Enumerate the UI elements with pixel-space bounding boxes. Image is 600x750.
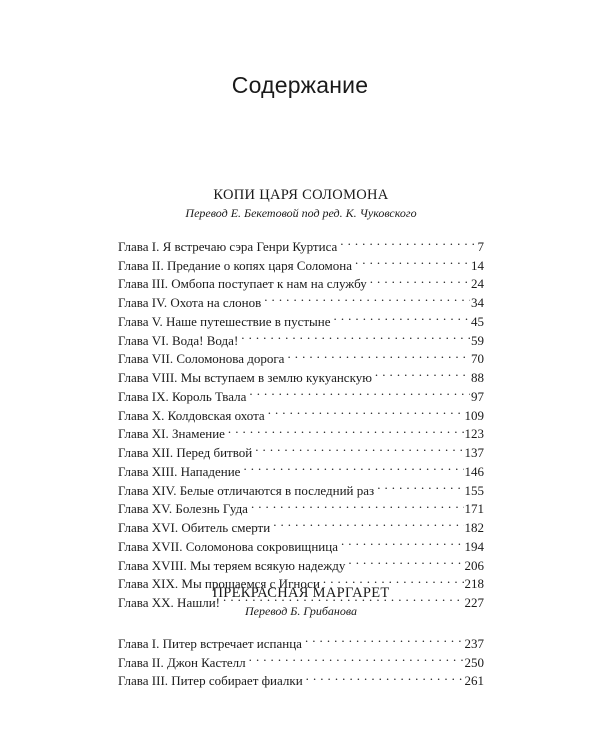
- chapter-title: Глава XVIII. Мы теряем всякую надежду: [118, 557, 346, 573]
- chapter-title: Глава XV. Болезнь Гуда: [118, 501, 248, 517]
- toc-entry: [118, 629, 484, 651]
- page-number: 250: [464, 654, 484, 670]
- page-number: 97: [471, 388, 484, 404]
- page-number: 14: [471, 257, 484, 273]
- chapter-title: Глава VII. Соломонова дорога: [118, 351, 285, 367]
- dot-leader: [253, 438, 463, 457]
- page-number: 109: [464, 407, 484, 423]
- section-title: ПРЕКРАСНАЯ МАРГАРЕТ: [212, 585, 390, 601]
- page-number: 171: [464, 501, 484, 517]
- page-number: 194: [464, 538, 484, 554]
- toc-list: [118, 232, 484, 610]
- section-translator: Перевод Е. Бекетовой под ред. К. Чуковского: [185, 206, 417, 220]
- dot-leader: [241, 457, 463, 476]
- dot-leader: [338, 232, 476, 251]
- dot-leader: [247, 382, 470, 401]
- dot-leader: [375, 476, 463, 495]
- dot-leader: [304, 667, 464, 686]
- page-number: 34: [471, 295, 484, 310]
- page-number: 155: [464, 482, 484, 498]
- section-translator: Перевод Б. Грибанова: [245, 604, 357, 618]
- dot-leader: [332, 307, 470, 326]
- chapter-title: Глава XX. Нашли!: [118, 595, 221, 610]
- chapter-title: Глава XIX. Мы прощаемся с Игноси: [118, 576, 320, 592]
- dot-leader: [353, 251, 470, 270]
- dot-leader: [262, 288, 470, 307]
- page-title: Содержание: [231, 72, 369, 98]
- page-number: 70: [471, 351, 484, 367]
- chapter-title: Глава II. Джон Кастелл: [118, 654, 246, 670]
- toc-section-king-solomons-mines: [118, 186, 484, 610]
- dot-leader: [373, 363, 470, 382]
- page-number: 24: [471, 276, 484, 292]
- chapter-title: Глава III. Омбопа поступает к нам на службу: [118, 276, 367, 292]
- chapter-title: Глава IV. Охота на слонов: [118, 295, 262, 310]
- chapter-title: Глава XVI. Обитель смерти: [118, 520, 271, 535]
- page-number: 45: [471, 313, 484, 329]
- dot-leader: [266, 401, 464, 420]
- dot-leader: [368, 270, 470, 289]
- chapter-title: Глава VIII. Мы вступаем в землю кукуанскую: [118, 370, 372, 385]
- toc-list: [118, 629, 484, 689]
- page-number: 146: [464, 463, 484, 479]
- section-title: КОПИ ЦАРЯ СОЛОМОНА: [213, 187, 389, 203]
- dot-leader: [249, 495, 464, 514]
- page-number: 59: [471, 332, 484, 348]
- page-number: 182: [464, 520, 484, 535]
- chapter-title: Глава VI. Вода! Вода!: [118, 332, 239, 348]
- chapter-title: Глава V. Наше путешествие в пустыне: [118, 313, 331, 329]
- chapter-title: Глава XI. Знамение: [118, 426, 225, 442]
- chapter-title: Глава X. Колдовская охота: [118, 407, 265, 423]
- page-number: 227: [464, 595, 484, 610]
- chapter-title: Глава I. Я встречаю сэра Генри Куртиса: [118, 238, 338, 254]
- toc-section-fair-margaret: [118, 584, 484, 689]
- dot-leader: [346, 551, 463, 570]
- page-number: 237: [464, 635, 484, 651]
- dot-leader: [239, 326, 470, 345]
- chapter-title: Глава I. Питер встречает испанца: [118, 635, 302, 651]
- chapter-title: Глава II. Предание о копях царя Соломона: [118, 257, 352, 273]
- dot-leader: [339, 532, 464, 551]
- dot-leader: [271, 513, 463, 532]
- dot-leader: [303, 629, 464, 648]
- page-number: 218: [464, 576, 484, 592]
- chapter-title: Глава XII. Перед битвой: [118, 445, 253, 460]
- chapter-title: Глава III. Питер собирает фиалки: [118, 673, 303, 689]
- dot-leader: [285, 345, 470, 364]
- page-number: 7: [477, 238, 484, 254]
- chapter-title: Глава IX. Король Твала: [118, 388, 247, 404]
- page-number: 88: [471, 370, 484, 385]
- page-number: 137: [464, 445, 484, 460]
- dot-leader: [247, 648, 464, 667]
- page-number: 206: [464, 557, 484, 573]
- toc-entry: [118, 232, 484, 254]
- page-number: 261: [464, 673, 484, 689]
- chapter-title: Глава XIV. Белые отличаются в последний раз: [118, 482, 375, 498]
- chapter-title: Глава XVII. Соломонова сокровищница: [118, 538, 338, 554]
- chapter-title: Глава XIII. Нападение: [118, 463, 241, 479]
- dot-leader: [226, 420, 464, 439]
- page-number: 123: [464, 426, 484, 442]
